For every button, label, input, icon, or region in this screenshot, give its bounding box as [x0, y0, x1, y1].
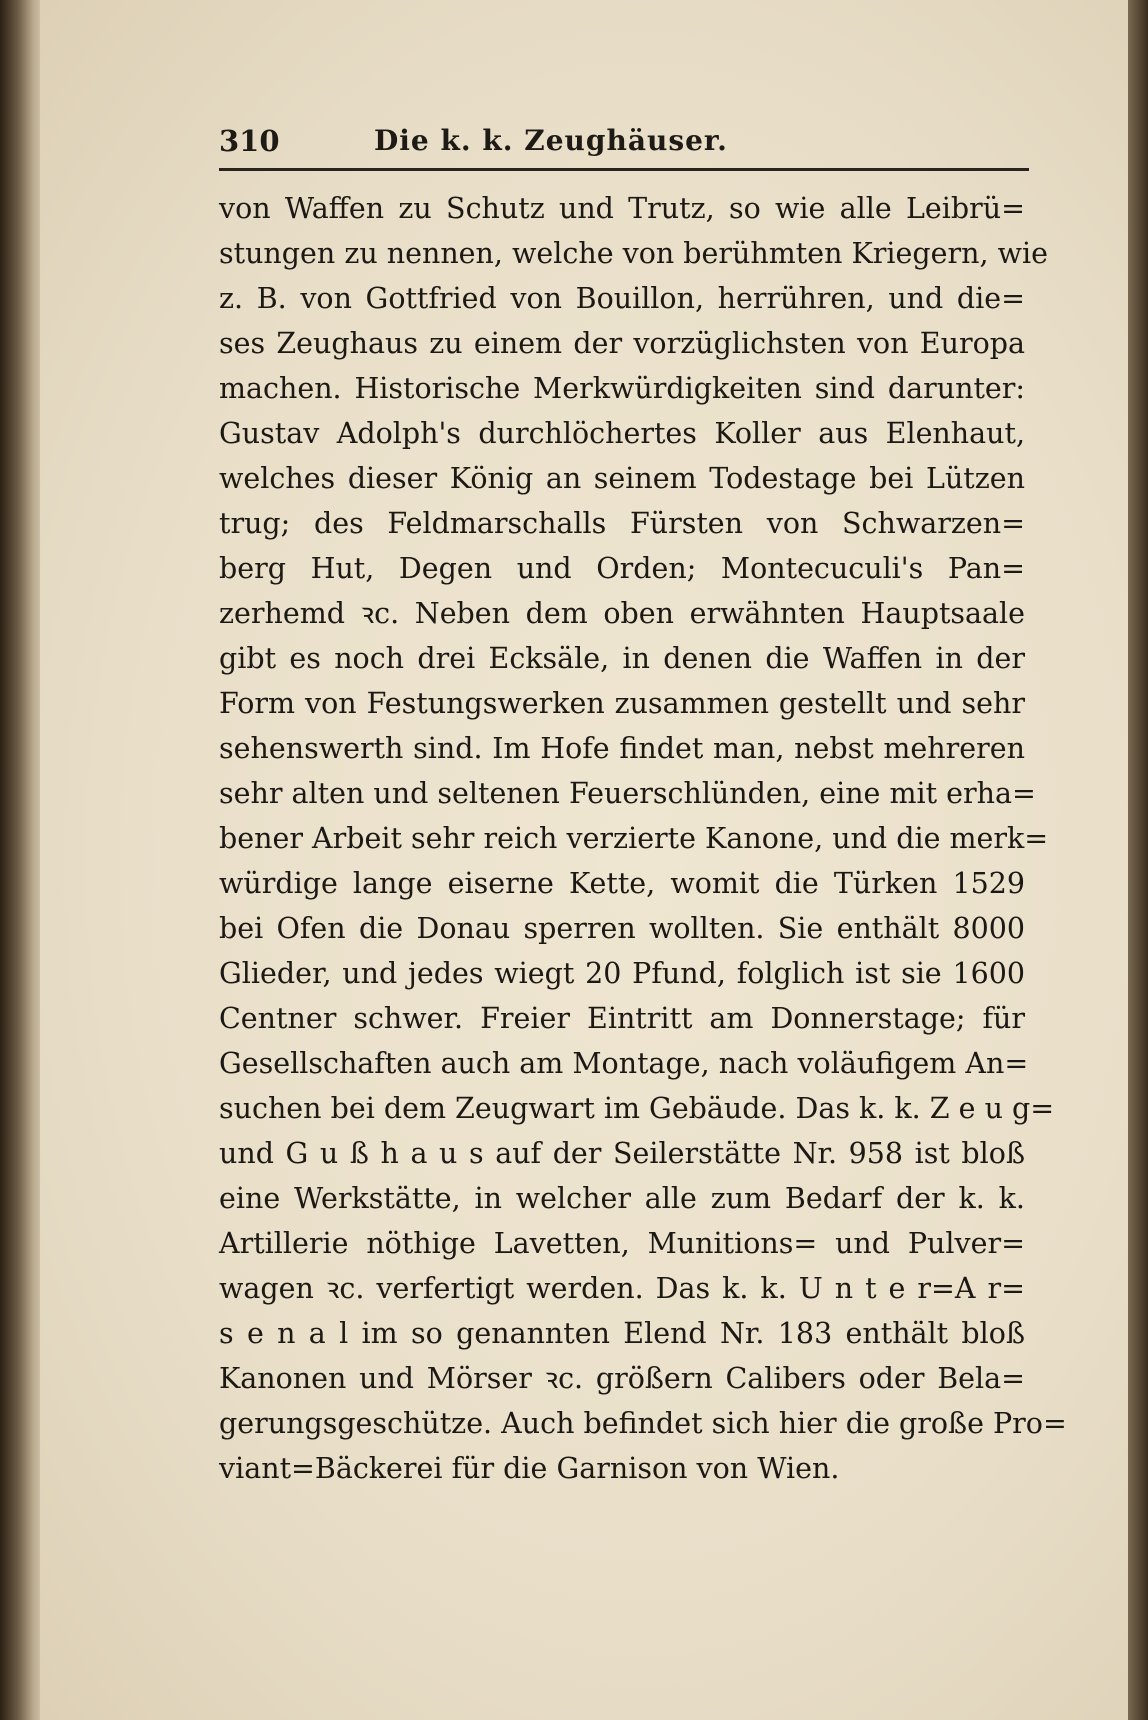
text-line: berg Hut, Degen und Orden; Montecuculi's Pan=: [219, 552, 1025, 585]
book-cover-edge: [1128, 0, 1148, 1720]
text-line: wagen ꝛc. verfertigt werden. Das k. k. U n t e r=A r=: [219, 1272, 1025, 1305]
text-line: gerungsgeschütze. Auch befindet sich hier die große Pro=: [219, 1407, 1067, 1440]
text-line: s e n a l im so genannten Elend Nr. 183 enthält bloß: [219, 1317, 1025, 1350]
text-line: suchen bei dem Zeugwart im Gebäude. Das k. k. Z e u g=: [219, 1092, 1055, 1125]
text-line: sehr alten und seltenen Feuerschlünden, eine mit erha=: [219, 777, 1036, 810]
text-line: Gesellschaften auch am Montage, nach voläufigem An=: [219, 1047, 1029, 1080]
text-line: Artillerie nöthige Lavetten, Munitions= und Pulver=: [219, 1227, 1025, 1260]
text-line: viant=Bäckerei für die Garnison von Wien.: [219, 1452, 840, 1485]
page-number: 310: [219, 124, 280, 158]
header-rule: [219, 168, 1029, 171]
text-line: stungen zu nennen, welche von berühmten Kriegern, wie: [219, 237, 1048, 270]
body-text: [219, 186, 1067, 1491]
text-line: machen. Historische Merkwürdigkeiten sind darunter:: [219, 372, 1025, 405]
text-line: gibt es noch drei Ecksäle, in denen die Waffen in der: [219, 642, 1025, 675]
book-spine-edge: [0, 0, 44, 1720]
text-line: welches dieser König an seinem Todestage bei Lützen: [219, 462, 1025, 495]
text-line: und G u ß h a u s auf der Seilerstätte Nr. 958 ist bloß: [219, 1137, 1025, 1170]
running-title: Die k. k. Zeughäuser.: [374, 124, 728, 157]
text-line: zerhemd ꝛc. Neben dem oben erwähnten Hauptsaale: [219, 597, 1025, 630]
text-line: sehenswerth sind. Im Hofe findet man, nebst mehreren: [219, 732, 1025, 765]
text-line: Glieder, und jedes wiegt 20 Pfund, folglich ist sie 1600: [219, 957, 1025, 990]
text-line: würdige lange eiserne Kette, womit die Türken 1529: [219, 867, 1025, 900]
text-line: trug; des Feldmarschalls Fürsten von Schwarzen=: [219, 507, 1025, 540]
text-line: ses Zeughaus zu einem der vorzüglichsten von Europa: [219, 327, 1025, 360]
text-line: eine Werkstätte, in welcher alle zum Bedarf der k. k.: [219, 1182, 1025, 1215]
text-line: Centner schwer. Freier Eintritt am Donnerstage; für: [219, 1002, 1025, 1035]
text-line: bei Ofen die Donau sperren wollten. Sie enthält 8000: [219, 912, 1025, 945]
text-line: Kanonen und Mörser ꝛc. größern Calibers oder Bela=: [219, 1362, 1025, 1395]
running-header: [219, 124, 1025, 164]
text-line: Gustav Adolph's durchlöchertes Koller aus Elenhaut,: [219, 417, 1025, 450]
text-line: bener Arbeit sehr reich verzierte Kanone, und die merk=: [219, 822, 1049, 855]
text-line: z. B. von Gottfried von Bouillon, herrühren, und die=: [219, 282, 1025, 315]
text-line: Form von Festungswerken zusammen gestellt und sehr: [219, 687, 1025, 720]
text-line: von Waffen zu Schutz und Trutz, so wie alle Leibrü=: [219, 192, 1025, 225]
